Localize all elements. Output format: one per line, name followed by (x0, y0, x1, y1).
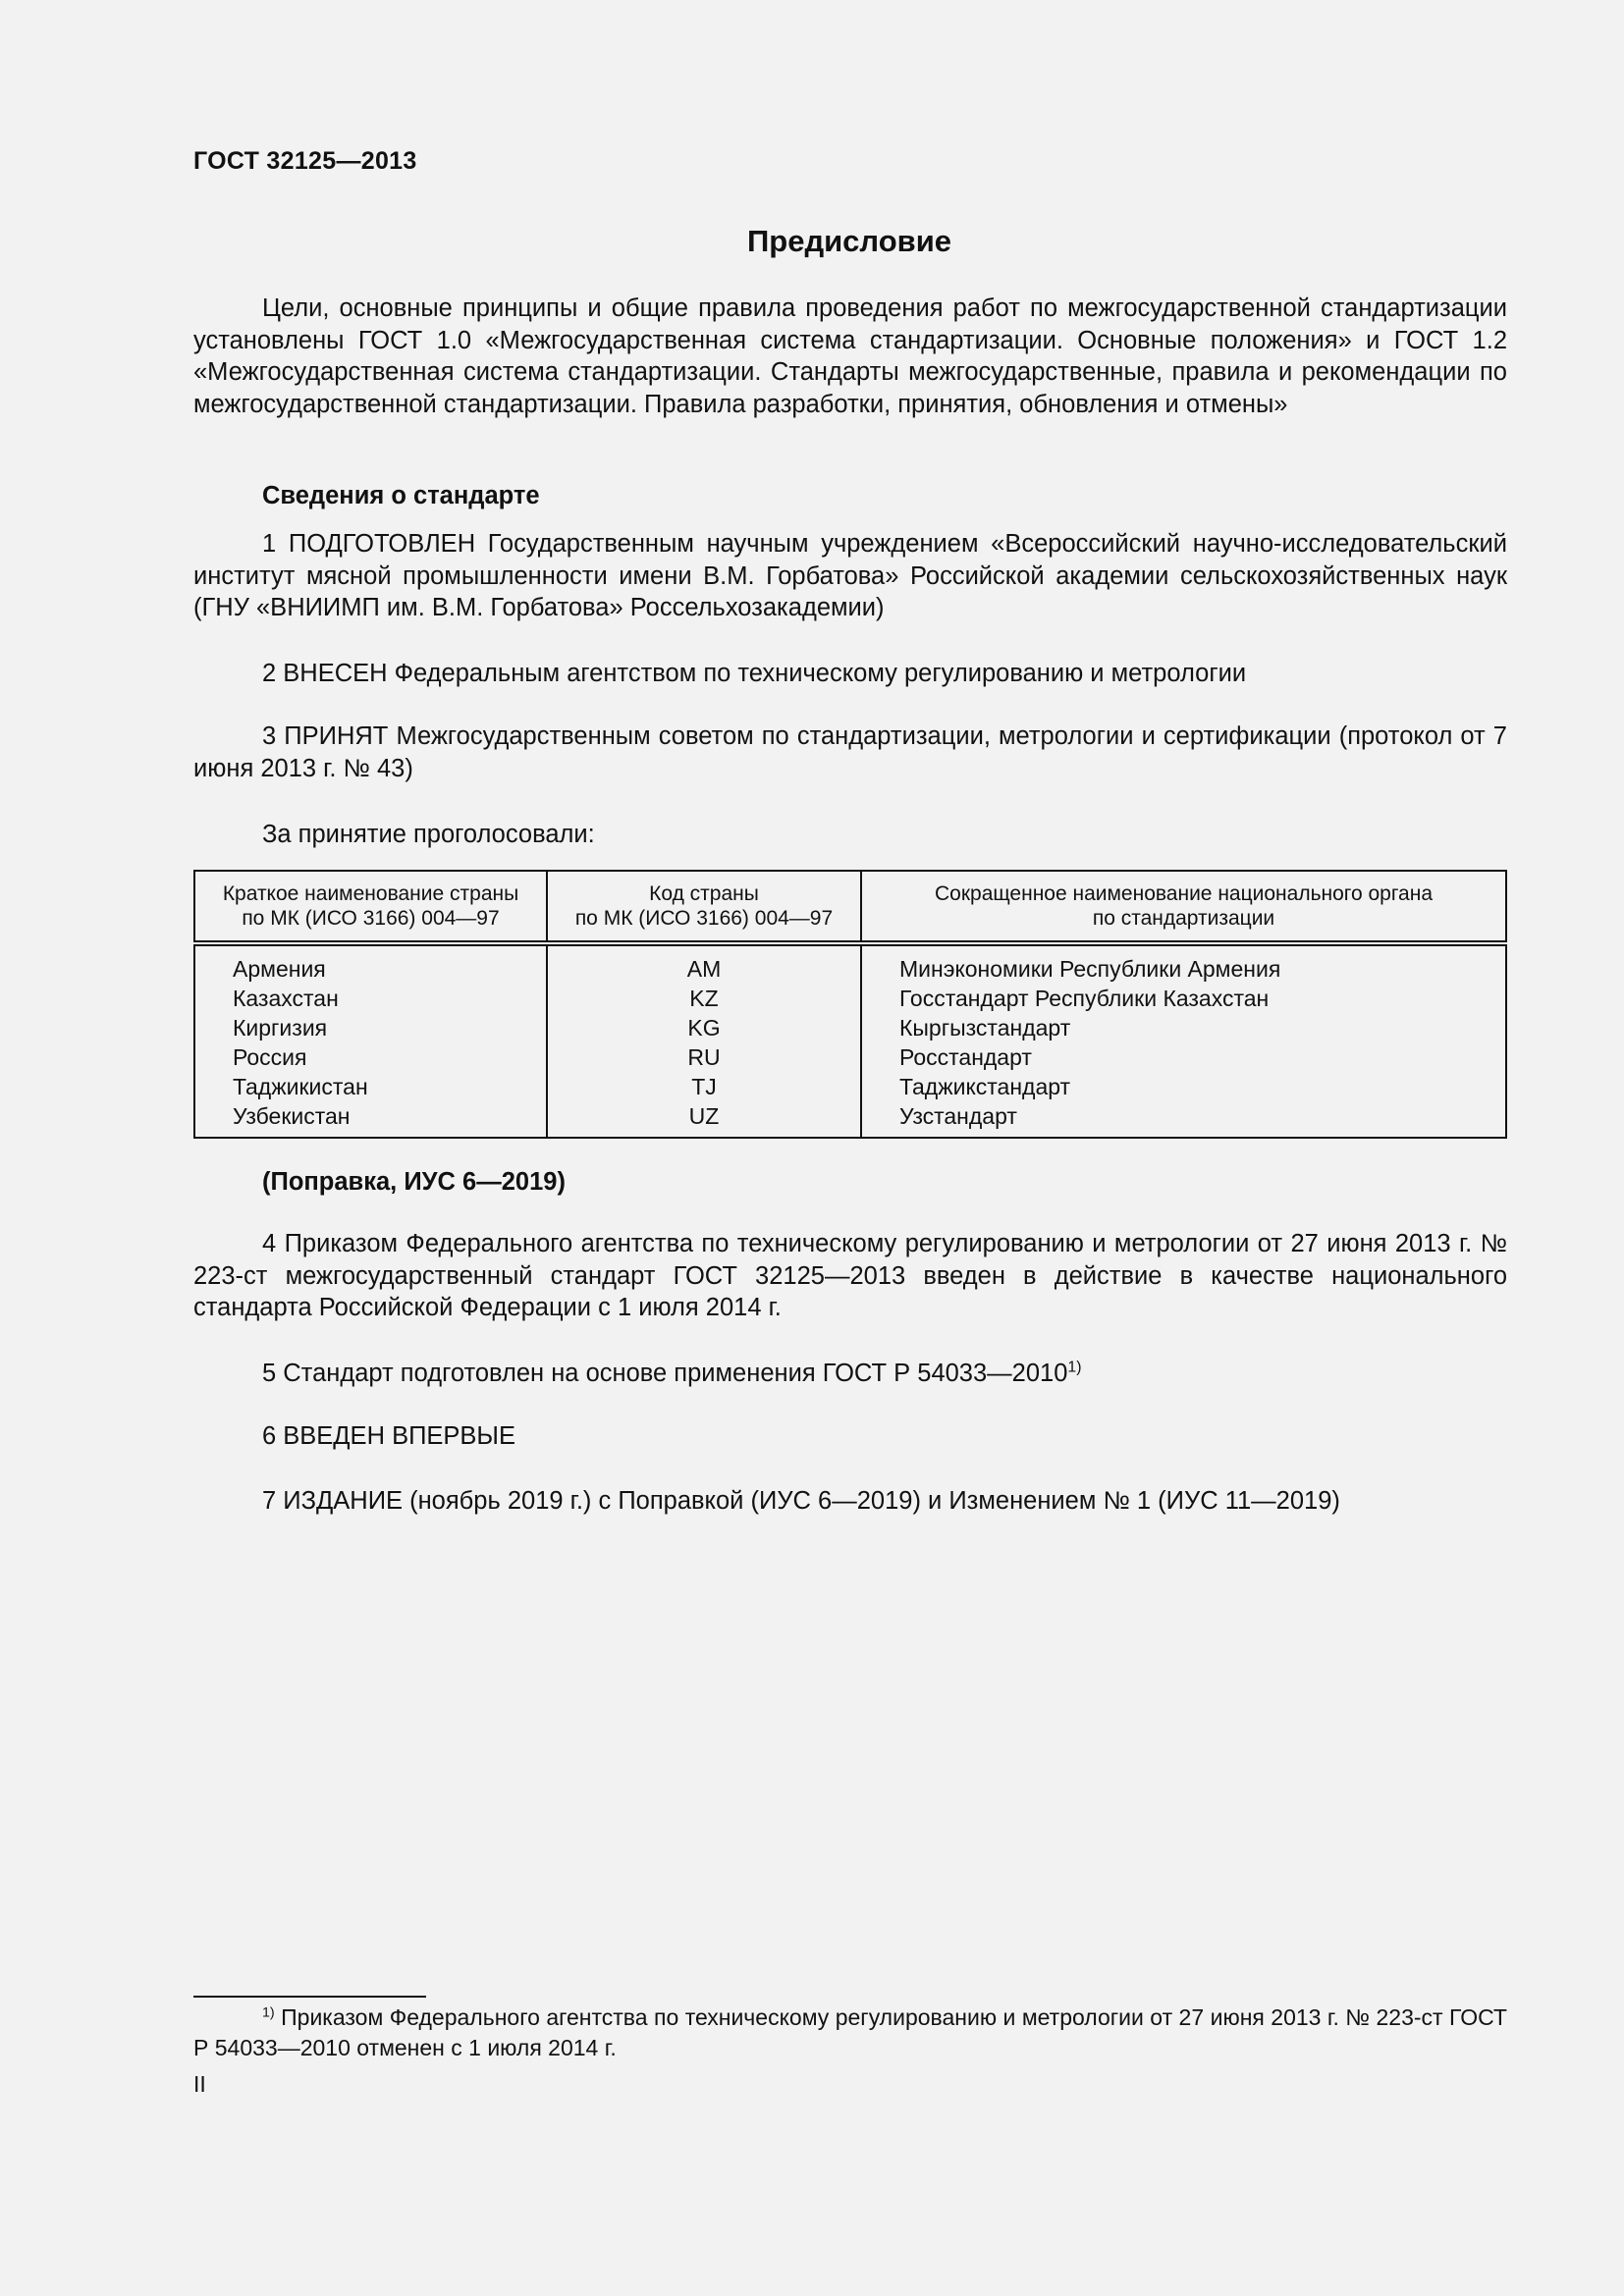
item-7-block (193, 1485, 1507, 1518)
footnote-text: Приказом Федерального агентства по техническому регулированию и метрологии от 27 июня 2013 г. № 223-ст ГОСТ Р 54033—2010 отменен с 1 июля 2014 г. (193, 2004, 1507, 2060)
body-cell: Госстандарт Республики Казахстан (861, 984, 1506, 1013)
body-cell: Таджикстандарт (861, 1072, 1506, 1101)
info-heading: Сведения о стандарте (262, 482, 540, 509)
code-cell: KZ (547, 984, 861, 1013)
body-cell: Минэкономики Республики Армения (861, 943, 1506, 984)
code-cell: AM (547, 943, 861, 984)
item-5-text: 5 Стандарт подготовлен на основе применения ГОСТ Р 54033—2010 (262, 1360, 1068, 1387)
item-6-paragraph: 6 ВВЕДЕН ВПЕРВЫЕ (262, 1422, 516, 1450)
amendment-block (193, 1166, 1507, 1199)
country-cell: Армения (194, 943, 547, 984)
country-cell: Таджикистан (194, 1072, 547, 1101)
header-country-code: Код страны по МК (ИСО 3166) 004—97 (547, 871, 861, 943)
footnote-ref: 1) (1067, 1359, 1082, 1376)
code-cell: TJ (547, 1072, 861, 1101)
item-5-paragraph (193, 1358, 1507, 1390)
country-cell: Казахстан (194, 984, 547, 1013)
code-cell: KG (547, 1013, 861, 1042)
page-number: II (193, 2071, 206, 2097)
footnote (193, 2002, 1507, 2063)
standard-code-header: ГОСТ 32125—2013 (193, 147, 417, 175)
vote-label-block (193, 819, 1507, 851)
table-row (194, 1013, 1506, 1042)
item-4-paragraph: 4 Приказом Федерального агентства по техническому регулированию и метрологии от 27 июня 2013 г. № 223-ст межгосударственный стандарт ГОСТ 32125—2013 введен в действие в качестве национального стандарта Российской Федерации с 1 июля 2014 г. (193, 1230, 1507, 1321)
country-cell: Киргизия (194, 1013, 547, 1042)
table-row (194, 984, 1506, 1013)
table-header-row (194, 871, 1506, 943)
body-cell: Узстандарт (861, 1101, 1506, 1138)
code-cell: RU (547, 1042, 861, 1072)
info-heading-block (193, 480, 1507, 512)
item-2-paragraph: 2 ВНЕСЕН Федеральным агентством по техническому регулированию и метрологии (262, 660, 1247, 687)
footnote-mark: 1) (262, 2004, 275, 2021)
code-cell: UZ (547, 1101, 861, 1138)
table-row (194, 1101, 1506, 1138)
vote-label: За принятие проголосовали: (262, 821, 595, 848)
country-cell: Узбекистан (194, 1101, 547, 1138)
body-cell: Росстандарт (861, 1042, 1506, 1072)
table-row (194, 1042, 1506, 1072)
item-4-block (193, 1228, 1507, 1324)
footnote-divider (193, 1996, 426, 1998)
item-6-block (193, 1420, 1507, 1453)
body-cell: Кыргызстандарт (861, 1013, 1506, 1042)
item-3-paragraph: 3 ПРИНЯТ Межгосударственным советом по стандартизации, метрологии и сертификации (протокол от 7 июня 2013 г. № 43) (193, 722, 1507, 782)
item-2-block (193, 658, 1507, 690)
item-1-paragraph: 1 ПОДГОТОВЛЕН Государственным научным учреждением «Всероссийский научно-исследовательский институт мясной промышленности имени В.М. Горбатова» Российской академии сельскохозяйственных наук (ГНУ «ВНИИМП им. В.М. Горбатова» Россельхозакадемии) (193, 530, 1507, 621)
item-7-paragraph: 7 ИЗДАНИЕ (ноябрь 2019 г.) с Поправкой (ИУС 6—2019) и Изменением № 1 (ИУС 11—2019) (262, 1487, 1340, 1515)
header-country-name: Краткое наименование страны по МК (ИСО 3166) 004—97 (194, 871, 547, 943)
country-cell: Россия (194, 1042, 547, 1072)
voting-countries-table (193, 870, 1507, 1139)
item-1-block (193, 528, 1507, 624)
intro-paragraph: Цели, основные принципы и общие правила проведения работ по межгосударственной стандартизации установлены ГОСТ 1.0 «Межгосударственная система стандартизации. Основные положения» и ГОСТ 1.2 «Межгосударственная система стандартизации. Стандарты межгосударственные, правила и рекомендации по межгосударственной стандартизации. Правила разработки, принятия, обновления и отмены» (193, 294, 1507, 418)
item-5-block (193, 1358, 1507, 1390)
page-title: Предисловие (746, 224, 951, 258)
item-3-block (193, 721, 1507, 784)
table-row (194, 1072, 1506, 1101)
header-national-body: Сокращенное наименование национального органа по стандартизации (861, 871, 1506, 943)
table-row (194, 943, 1506, 984)
amendment-note: (Поправка, ИУС 6—2019) (262, 1168, 566, 1196)
intro-section (193, 293, 1507, 420)
